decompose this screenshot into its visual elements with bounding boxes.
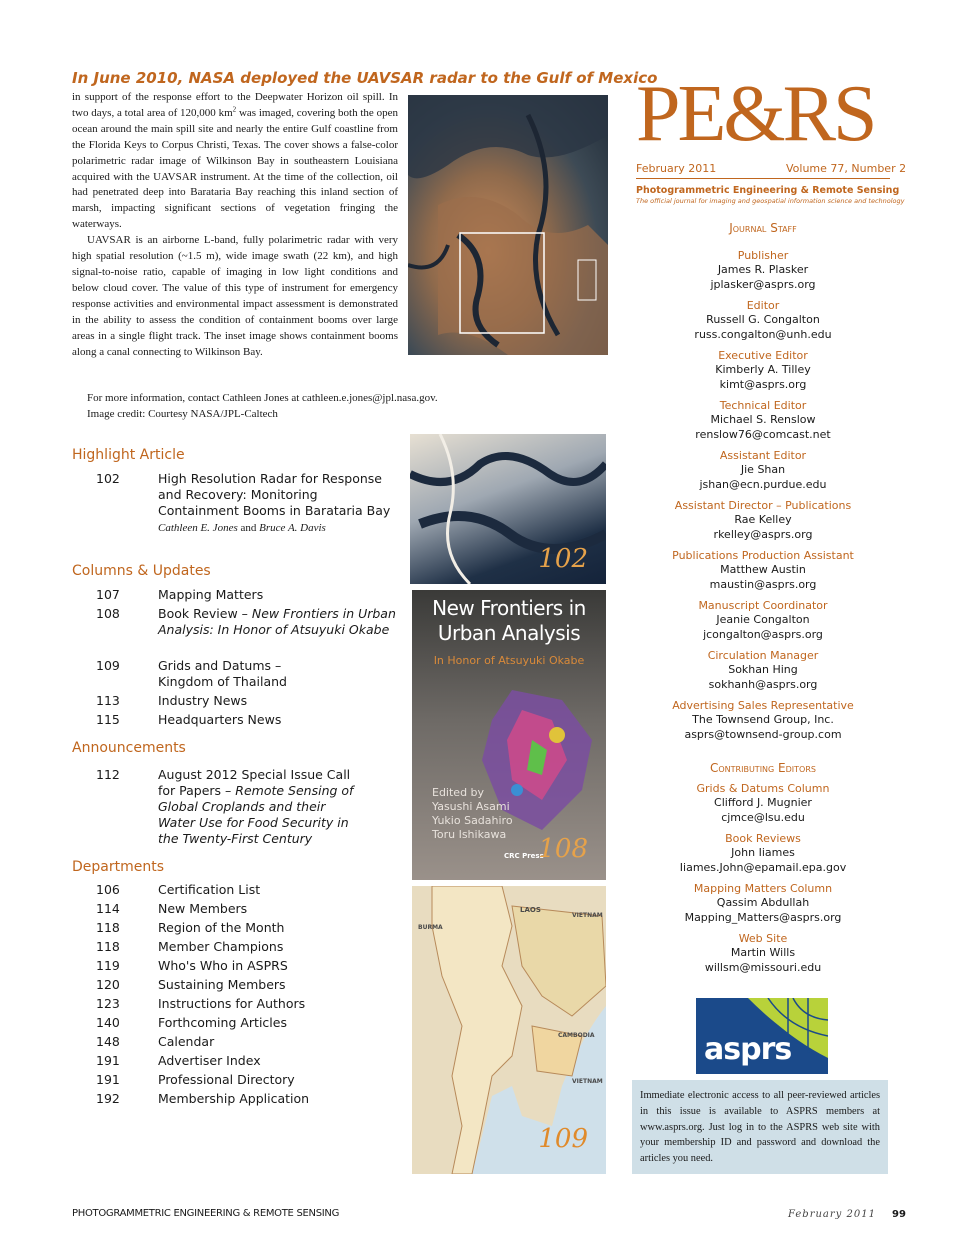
- asprs-logo-text: asprs: [704, 1032, 792, 1067]
- thumbnail-page-number: 102: [538, 544, 588, 574]
- staff-entry: Assistant Director – Publications Rae Kelley rkelley@asprs.org: [638, 499, 888, 542]
- footer-date: February 2011: [788, 1209, 876, 1220]
- staff-entry: Technical Editor Michael S. Renslow renslow76@comcast.net: [638, 399, 888, 442]
- cover-story-title: In June 2010, NASA deployed the UAVSAR radar to the Gulf of Mexico: [72, 69, 658, 87]
- map-label: BURMA: [418, 924, 443, 931]
- contributor-entry: Grids & Datums Column Clifford J. Mugnier cjmce@lsu.edu: [638, 782, 888, 825]
- electronic-access-notice: [632, 1080, 888, 1174]
- article-title: High Resolution Radar for Response and Recovery: Monitoring Containment Booms in Barataria Bay Cathleen E. Jones and Bruce A. Davis: [158, 471, 391, 534]
- contributor-email-link[interactable]: cjmce@lsu.edu: [721, 810, 805, 824]
- journal-staff: [638, 220, 888, 982]
- staff-entry: Advertising Sales Representative The Townsend Group, Inc. asprs@townsend-group.com: [638, 699, 888, 742]
- toc-entry[interactable]: 108 Book Review – New Frontiers in Urban Analysis: In Honor of Atsuyuki Okabe: [96, 606, 396, 637]
- journal-tagline: The official journal for imaging and geospatial information science and technology: [636, 197, 905, 205]
- book-cover-title: New Frontiers in Urban Analysis: [432, 596, 586, 645]
- staff-email-link[interactable]: jplasker@asprs.org: [710, 277, 816, 291]
- staff-entry: Publisher James R. Plasker jplasker@asprs.org: [638, 249, 888, 292]
- toc-entry[interactable]: 112 August 2012 Special Issue Call for Papers – Remote Sensing of Global Croplands and their Water Use for Food Security in the Twenty-First Century: [96, 767, 354, 846]
- staff-email-link[interactable]: maustin@asprs.org: [709, 577, 817, 591]
- highlight-article-heading: Highlight Article: [72, 447, 185, 463]
- issue-date: February 2011: [636, 162, 717, 175]
- staff-email-link[interactable]: russ.congalton@unh.edu: [694, 327, 832, 341]
- book-cover-subtitle: In Honor of Atsuyuki Okabe: [433, 654, 585, 667]
- map-label: VIETNAM: [572, 912, 603, 919]
- access-notice-text: Immediate electronic access to all peer-reviewed articles in this issue is available to ASPRS members at www.asprs.org. Just log in to the ASPRS web site with your membership ID and password and download the articles you need.: [640, 1090, 880, 1165]
- highlight-article-thumbnail[interactable]: [410, 434, 606, 584]
- cover-story-paragraph-2: UAVSAR is an airborne L-band, fully polarimetric radar with very high spatial resolution (~1.5 m), wide image swath (22 km), and high signal-to-noise ratio, capable of imaging in low light conditions and below cloud cover. The value of this type of instrument for emergency response activities and environmental impact assessment is demonstrated in the ability to assess the condition of containment booms over large areas in a single flight track. The inset image shows containment booms along a canal connecting to Wilkinson Bay.: [72, 234, 398, 358]
- thumbnail-page-number: 109: [538, 1124, 588, 1154]
- map-label: VIETNAM: [572, 1078, 603, 1085]
- map-label: CAMBODIA: [558, 1032, 595, 1039]
- cover-story-contact: [72, 391, 512, 423]
- staff-email-link[interactable]: jshan@ecn.purdue.edu: [699, 477, 827, 491]
- article-byline: Cathleen E. Jones and Bruce A. Davis: [158, 522, 326, 534]
- footer-journal-name: PHOTOGRAMMETRIC ENGINEERING & REMOTE SENSING: [72, 1208, 340, 1219]
- journal-logo: [636, 70, 890, 170]
- staff-entry: Circulation Manager Sokhan Hing sokhanh@asprs.org: [638, 649, 888, 692]
- contributor-entry: Book Reviews John Iiames Iiames.John@epamail.epa.gov: [638, 832, 888, 875]
- contributor-email-link[interactable]: Iiames.John@epamail.epa.gov: [679, 860, 847, 874]
- contributor-entry: Web Site Martin Wills willsm@missouri.edu: [638, 932, 888, 975]
- staff-email-link[interactable]: rkelley@asprs.org: [713, 527, 813, 541]
- grids-datums-map-thumbnail[interactable]: [412, 886, 606, 1174]
- announcements-heading: Announcements: [72, 740, 186, 756]
- staff-email-link[interactable]: kimt@asprs.org: [719, 377, 807, 391]
- staff-entry: Assistant Editor Jie Shan jshan@ecn.purdue.edu: [638, 449, 888, 492]
- contributor-entry: Mapping Matters Column Qassim Abdullah Mapping_Matters@asprs.org: [638, 882, 888, 925]
- cover-story-paragraph-1: in support of the response effort to the Deepwater Horizon oil spill. In two days, a total area of 120,000 $km^2$ was imaged, covering both the open ocean around the main spill site and nearly the entire Gulf coastline from the Florida Keys to Corpus Christi, Texas. The cover shows a false-color polarimetric radar image of Wilkinson Bay in southeastern Louisiana acquired with the UAVSAR instrument. At the time of the collection, oil had penetrated deep into Barataria Bay reaching this inland section of marsh, impacting significant sections of vegetation fringing the waterways.: [72, 91, 398, 231]
- cover-radar-image: [408, 95, 608, 355]
- cover-contact-line: For more information, contact Cathleen Jones at cathleen.e.jones@jpl.nasa.gov.: [87, 392, 438, 404]
- highlight-article-entry[interactable]: [96, 471, 396, 551]
- staff-entry: Executive Editor Kimberly A. Tilley kimt@asprs.org: [638, 349, 888, 392]
- contributor-email-link[interactable]: willsm@missouri.edu: [704, 960, 822, 974]
- cover-image-credit: Image credit: Courtesy NASA/JPL-Caltech: [87, 407, 278, 420]
- journal-name: Photogrammetric Engineering & Remote Sensing: [636, 185, 900, 196]
- book-cover-editors: Edited by Yasushi Asami Yukio Sadahiro Toru Ishikawa: [432, 786, 513, 841]
- book-review-thumbnail[interactable]: [412, 590, 606, 880]
- contributor-email-link[interactable]: Mapping_Matters@asprs.org: [684, 910, 842, 924]
- staff-entry: Publications Production Assistant Matthew Austin maustin@asprs.org: [638, 549, 888, 592]
- contributing-editors-heading: Contributing Editors: [710, 761, 816, 775]
- footer-page-number: 99: [892, 1209, 906, 1220]
- thumbnail-page-number: 108: [538, 834, 588, 864]
- toc-entry[interactable]: 109 Grids and Datums – Kingdom of Thailand: [96, 658, 287, 689]
- staff-email-link[interactable]: sokhanh@asprs.org: [708, 677, 818, 691]
- journal-staff-heading: Journal Staff: [729, 221, 797, 235]
- asprs-logo[interactable]: [696, 998, 828, 1074]
- radar-image-art: [408, 95, 608, 355]
- issue-volume: Volume 77, Number 2: [786, 162, 907, 175]
- book-publisher: CRC Press: [504, 852, 544, 860]
- staff-email-link[interactable]: jcongalton@asprs.org: [703, 627, 823, 641]
- staff-email-link[interactable]: asprs@townsend-group.com: [684, 727, 842, 741]
- departments-heading: Departments: [72, 859, 165, 875]
- masthead-divider: [636, 178, 890, 179]
- staff-entry: Manuscript Coordinator Jeanie Congalton jcongalton@asprs.org: [638, 599, 888, 642]
- cover-story-body: [72, 90, 398, 360]
- map-label: LAOS: [520, 906, 541, 914]
- staff-email-link[interactable]: renslow76@comcast.net: [695, 427, 831, 441]
- staff-entry: Editor Russell G. Congalton russ.congalton@unh.edu: [638, 299, 888, 342]
- logo-text: PE&RS: [636, 70, 875, 158]
- columns-updates-heading: Columns & Updates: [72, 563, 211, 579]
- page-number: 102: [96, 471, 120, 486]
